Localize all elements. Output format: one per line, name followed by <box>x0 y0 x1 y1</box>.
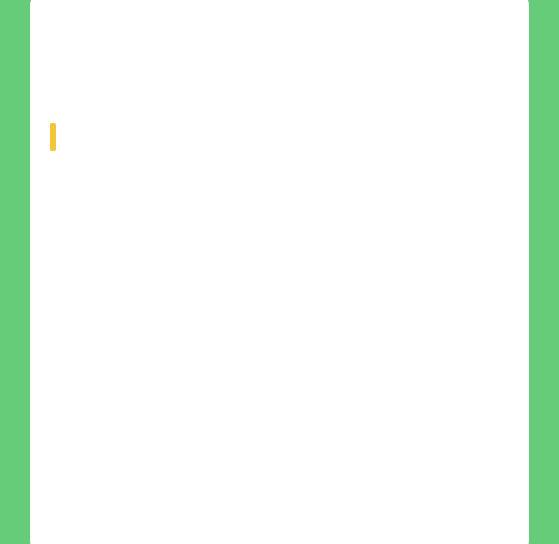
precast-arrow-icon <box>356 284 424 298</box>
castinplace-layer-frame <box>71 480 339 528</box>
castinplace-arrow-icon <box>356 498 424 512</box>
precast-layer-frame <box>73 190 339 478</box>
building-elevation-drawing <box>70 176 345 530</box>
section-heading <box>50 123 64 151</box>
roof-arrow-icon <box>356 178 424 192</box>
section-accent-bar <box>50 123 56 151</box>
roof-layer-frame <box>70 182 342 190</box>
